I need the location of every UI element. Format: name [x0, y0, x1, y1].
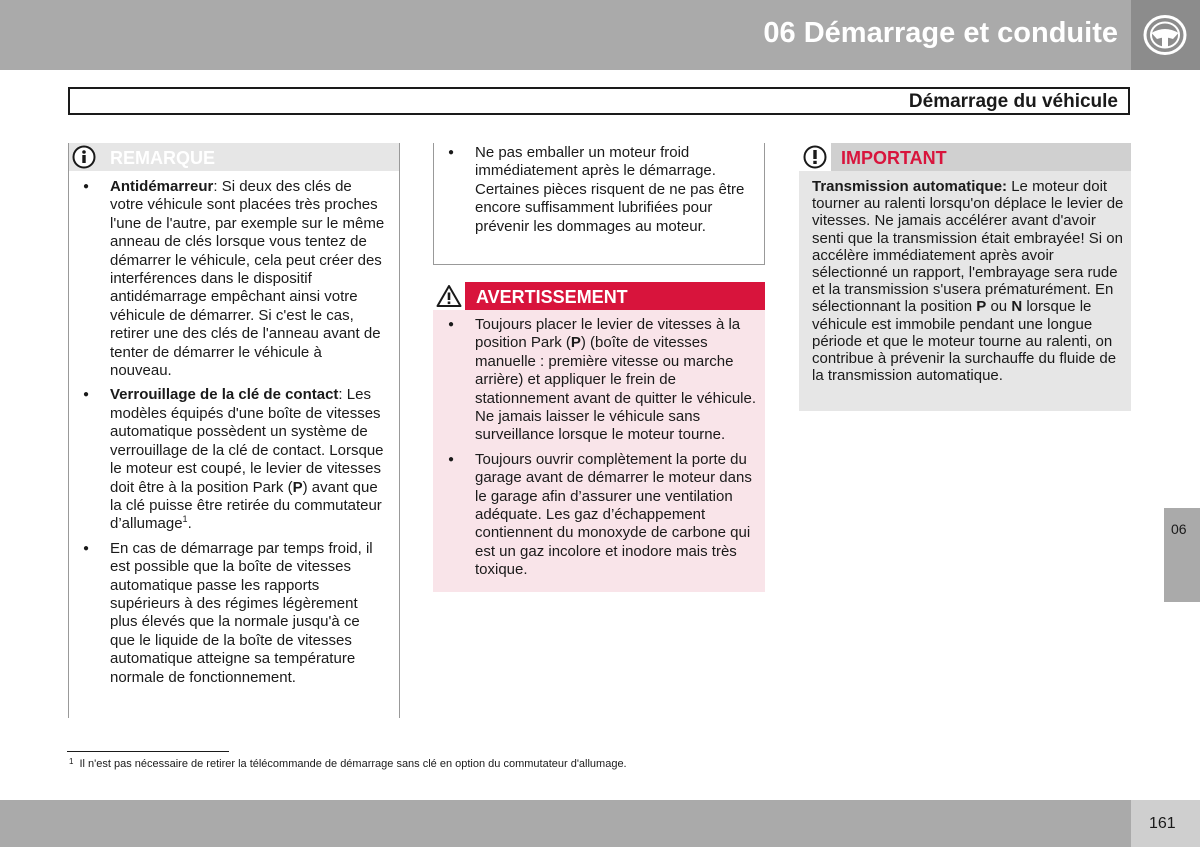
item-lead: Antidémarreur	[110, 178, 214, 195]
warning-title: AVERTISSEMENT	[476, 287, 628, 307]
footnote-text: Il n'est pas nécessaire de retirer la télécommande de démarrage sans clé en option du commutateur d'allumage.	[79, 758, 627, 770]
remarque-title: REMARQUE	[110, 148, 216, 168]
item-text: .	[187, 515, 192, 533]
chapter-side-tab[interactable]	[1164, 508, 1200, 602]
important-text-part: ou	[986, 298, 1012, 316]
page-number: 161	[1149, 815, 1176, 832]
remarque-header	[68, 143, 400, 171]
remarque-right-border	[399, 143, 400, 718]
middle-note-left-border	[433, 143, 434, 265]
middle-note-bottom-border	[433, 264, 765, 265]
important-text-part: Le moteur doit tourner au ralenti lorsqu'on déplace le levier de vitesses. Ne jamais accélérer avant d'avoir senti que la transmission était embrayée! Si on accélère immédiatement après avoir sélectionné un rapport, l'embrayage sera rude et la transmission s'usera prématurément. En sélectionnant la position	[812, 178, 1124, 316]
section-title: Démarrage du véhicule	[908, 91, 1118, 112]
item-text: Toujours placer le levier de vitesses à la position Park (	[475, 316, 741, 352]
list-item	[70, 386, 386, 533]
exclamation-icon	[803, 145, 827, 169]
important-text	[812, 178, 1124, 384]
important-title: IMPORTANT	[841, 148, 947, 168]
item-text: : Si deux des clés de votre véhicule sont placées très proches l'une de l'autre, par exemple sur le même anneau de clés lorsque vous tentez de démarrer le véhicule, cela peut créer des interférences dans le dispositif antidémarrage empêchant ainsi votre véhicule de démarrer. Si c'est le cas, retirer une des clés de l'anneau avant de tenter de démarrer le véhicule à nouveau.	[110, 178, 385, 380]
remarque-list	[70, 178, 386, 693]
page-number-box	[1131, 800, 1200, 847]
side-tab-label: 06	[1171, 521, 1187, 537]
neutral-letter: N	[1011, 298, 1023, 316]
header-bar	[0, 0, 1200, 70]
important-text-part: lorsque le véhicule est immobile pendant une longue période et que le moteur tourne au ralenti, on contribue à prévenir la surchauffe du fluide de la transmission automatique.	[812, 298, 1117, 385]
remarque-left-border	[68, 143, 69, 718]
item-text: Ne pas emballer un moteur froid immédiatement après le démarrage. Certaines pièces risquent de ne pas être encore suffisamment lubrifiées pour prévenir les dommages au moteur.	[475, 144, 745, 235]
list-item	[70, 540, 386, 687]
important-header	[799, 143, 1131, 171]
list-item	[435, 316, 757, 445]
item-text: : Les modèles équipés d'une boîte de vitesses automatique possèdent un système de verrouillage de la clé de contact. Lorsque le moteur est coupé, le levier de vitesses doit être à la position Park (	[110, 386, 384, 496]
item-text: ) (boîte de vitesses manuelle : première vitesse ou marche arrière) et appliquer le frein de stationnement avant de quitter le véhicule. Ne jamais laisser le véhicule sans surveillance lorsque le moteur tourne.	[475, 334, 757, 444]
middle-note-right-border	[764, 143, 765, 265]
footnote-ref[interactable]: 1	[182, 514, 188, 525]
list-item	[435, 144, 753, 236]
footnote-rule	[67, 751, 229, 752]
footer-bar	[0, 800, 1200, 847]
section-title-box	[68, 87, 1130, 115]
item-text: En cas de démarrage par temps froid, il est possible que la boîte de vitesses automatique passe les rapports supérieurs à des régimes légèrement plus élevés que la normale jusqu'à ce que le liquide de la boîte de vitesses automatique atteigne sa température normale de fonctionnement.	[110, 539, 373, 686]
item-lead: Verrouillage de la clé de contact	[110, 386, 339, 404]
important-lead: Transmission automatique:	[812, 178, 1008, 195]
park-letter: P	[570, 334, 581, 352]
list-item	[70, 178, 386, 380]
warning-list	[435, 316, 757, 586]
footnote-marker: 1	[69, 757, 74, 766]
park-letter: P	[976, 298, 987, 316]
item-text: ) avant que la clé puisse être retirée du commutateur d’allumage	[110, 478, 382, 533]
item-text: Toujours ouvrir complètement la porte du garage avant de démarrer le moteur dans le garage afin d’assurer une ventilation adéquate. Les gaz d’échappement contiennent du monoxyde de carbone qui est un gaz incolore et inodore mais très toxique.	[475, 450, 752, 579]
chapter-icon-box	[1131, 0, 1200, 70]
footnote	[69, 758, 627, 770]
warning-triangle-icon	[436, 284, 462, 308]
park-letter: P	[292, 478, 303, 496]
chapter-title: 06 Démarrage et conduite	[763, 17, 1118, 49]
continued-list	[435, 144, 753, 242]
list-item	[435, 451, 757, 580]
steering-wheel-icon	[1142, 13, 1188, 57]
warning-header	[433, 282, 765, 310]
info-icon	[72, 145, 96, 169]
